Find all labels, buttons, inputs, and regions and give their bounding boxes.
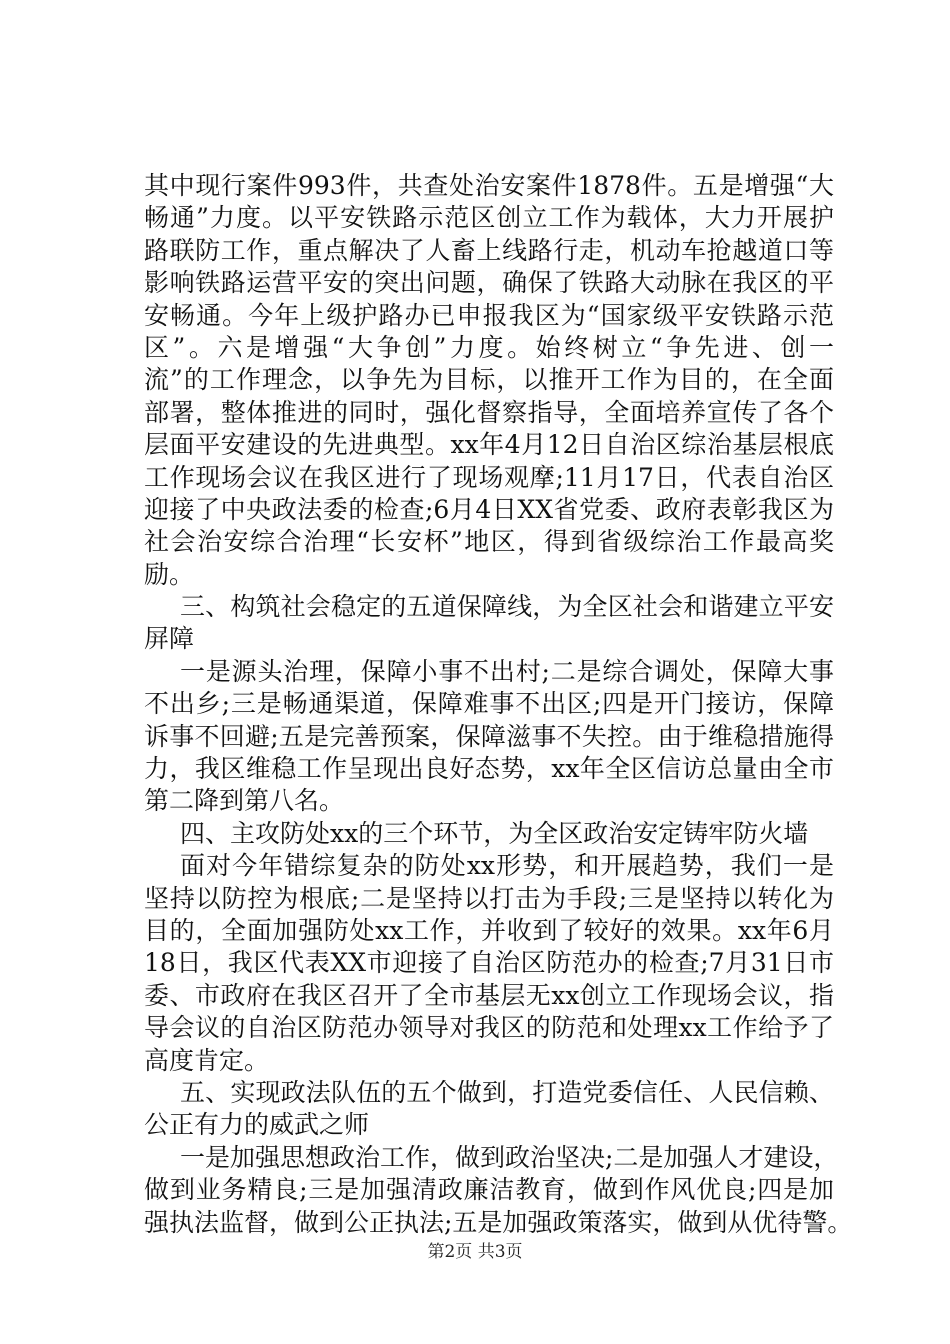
text-line: 导会议的自治区防范办领导对我区的防范和处理xx工作给予了 xyxy=(144,1013,834,1043)
section-heading-5: 五、实现政法队伍的五个做到，打造党委信任、人民信赖、 xyxy=(180,1077,834,1107)
text-line: 部署，整体推进的同时，强化督察指导，全面培养宣传了各个 xyxy=(144,397,834,427)
text-line: 委、市政府在我区召开了全市基层无xx创立工作现场会议，指 xyxy=(144,980,834,1010)
text-line: 第二降到第八名。 xyxy=(144,786,345,816)
text-line: 一是源头治理，保障小事不出村;二是综合调处，保障大事 xyxy=(180,656,834,686)
text-line: 不出乡;三是畅通渠道，保障难事不出区;四是开门接访，保障 xyxy=(144,689,834,719)
text-line: 层面平安建设的先进典型。xx年4月12日自治区综治基层根底 xyxy=(144,430,834,460)
section-heading-3: 三、构筑社会稳定的五道保障线，为全区社会和谐建立平安 xyxy=(180,592,834,622)
text-line: 其中现行案件993件，共查处治安案件1878件。五是增强“大 xyxy=(144,171,834,200)
text-line: 流”的工作理念，以争先为目标，以推开工作为目的，在全面 xyxy=(144,365,834,395)
text-line: 强执法监督，做到公正执法;五是加强政策落实，做到从优待警。 xyxy=(144,1207,853,1237)
section-heading-5-cont: 公正有力的威武之师 xyxy=(144,1110,370,1140)
text-line: 力，我区维稳工作呈现出良好态势，xx年全区信访总量由全市 xyxy=(144,754,834,784)
text-line: 面对今年错综复杂的防处xx形势，和开展趋势，我们一是 xyxy=(180,851,834,881)
text-line: 一是加强思想政治工作，做到政治坚决;二是加强人才建设， xyxy=(180,1142,839,1172)
page-number-footer: 第2页 共3页 xyxy=(427,1242,523,1262)
text-line: 区”。六是增强“大争创”力度。始终树立“争先进、创一 xyxy=(144,332,834,362)
text-line: 高度肯定。 xyxy=(144,1045,270,1075)
text-line: 迎接了中央政法委的检查;6月4日XX省党委、政府表彰我区为 xyxy=(144,494,834,524)
text-line: 18日，我区代表XX市迎接了自治区防范办的检查;7月31日市 xyxy=(144,948,834,978)
document-body xyxy=(144,170,853,1239)
text-line: 做到业务精良;三是加强清政廉洁教育，做到作风优良;四是加 xyxy=(144,1175,834,1205)
text-line: 诉事不回避;五是完善预案，保障滋事不失控。由于维稳措施得 xyxy=(144,721,834,751)
text-line: 影响铁路运营平安的突出问题，确保了铁路大动脉在我区的平 xyxy=(144,268,834,298)
text-line: 坚持以防控为根底;二是坚持以打击为手段;三是坚持以转化为 xyxy=(144,883,834,913)
text-line: 畅通”力度。以平安铁路示范区创立工作为载体，大力开展护 xyxy=(144,203,834,233)
section-heading-3-cont: 屏障 xyxy=(144,624,195,654)
text-line: 路联防工作，重点解决了人畜上线路行走，机动车抢越道口等 xyxy=(144,235,834,265)
text-line: 励。 xyxy=(144,559,195,589)
text-line: 社会治安综合治理“长安杯”地区，得到省级综治工作最高奖 xyxy=(144,527,834,557)
section-heading-4: 四、主攻防处xx的三个环节，为全区政治安定铸牢防火墙 xyxy=(180,818,809,848)
text-line: 工作现场会议在我区进行了现场观摩;11月17日，代表自治区 xyxy=(144,462,834,492)
text-line: 目的，全面加强防处xx工作，并收到了较好的效果。xx年6月 xyxy=(144,915,834,945)
text-line: 安畅通。今年上级护路办已申报我区为“国家级平安铁路示范 xyxy=(144,300,834,330)
